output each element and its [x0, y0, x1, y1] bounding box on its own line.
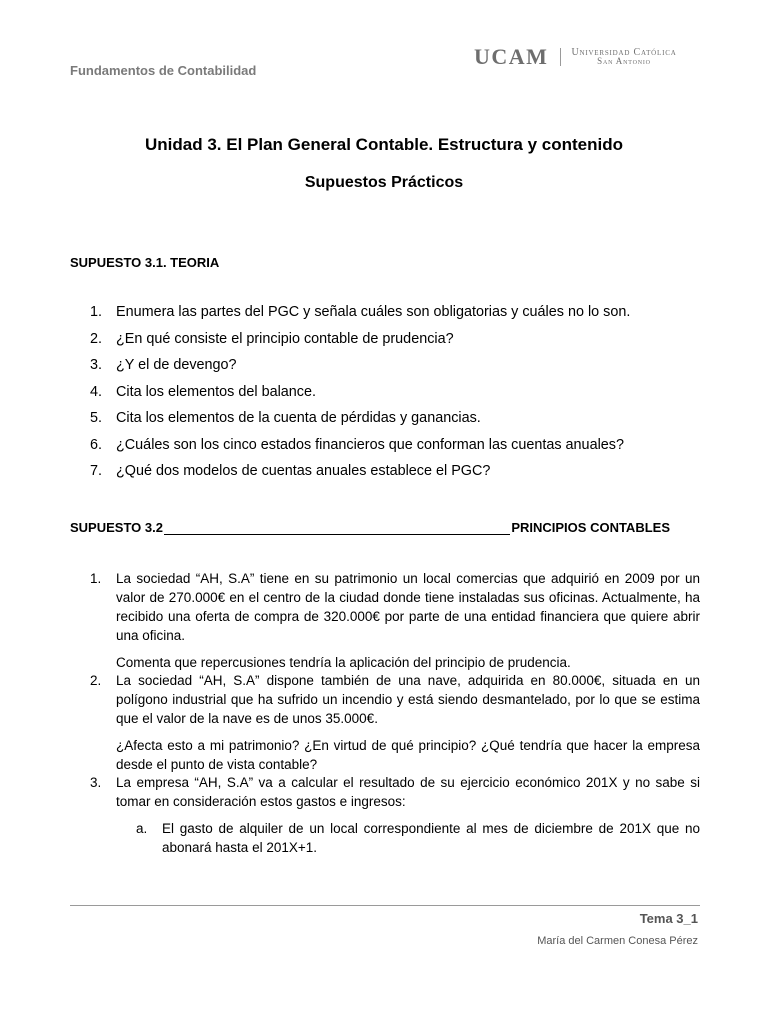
- item-number: 3.: [90, 775, 102, 790]
- item-number: 7.: [90, 463, 103, 479]
- case-statement: La sociedad “AH, S.A” dispone también de una nave, adquirida en 80.000€, situada en un polígono industrial que ha sufrido un incendio y está siendo desmantelado, por lo que se estima que el valor de la nave es de unos 35.000€.: [116, 673, 700, 726]
- section-heading-topic: PRINCIPIOS CONTABLES: [511, 520, 670, 535]
- item-text: Enumera las partes del PGC y señala cuáles son obligatorias y cuáles no lo son.: [116, 304, 631, 320]
- sub-item-text: El gasto de alquiler de un local correspondiente al mes de diciembre de 201X que no abonará hasta el 201X+1.: [162, 821, 700, 855]
- item-text: ¿Cuáles son los cinco estados financieros que conforman las cuentas anuales?: [116, 436, 624, 453]
- list-item: [90, 463, 700, 490]
- item-number: 5.: [90, 410, 103, 426]
- item-number: 3.: [90, 357, 103, 373]
- item-number: 1.: [90, 571, 102, 586]
- item-text: ¿Y el de devengo?: [116, 357, 237, 373]
- footer-tema: Tema 3_1: [639, 911, 698, 926]
- case-statement: La empresa “AH, S.A” va a calcular el resultado de su ejercicio económico 201X y no sabe si tomar en consideración estos gastos e ingresos:: [116, 775, 700, 809]
- list-item: [90, 437, 700, 464]
- item-text: ¿En qué consiste el principio contable de prudencia?: [116, 330, 454, 347]
- list-item: [90, 410, 700, 437]
- course-title: Fundamentos de Contabilidad: [70, 63, 257, 78]
- item-text: Cita los elementos del balance.: [116, 383, 316, 400]
- item-number: 1.: [90, 304, 103, 320]
- logo-separator: [560, 48, 561, 66]
- logo-university-name: [571, 48, 676, 66]
- case-question: ¿Afecta esto a mi patrimonio? ¿En virtud de qué principio? ¿Qué tendría que hacer la empresa desde el punto de vista contable?: [116, 738, 700, 772]
- section-heading-label: SUPUESTO 3.2: [70, 520, 163, 535]
- list-item: [90, 384, 700, 411]
- heading-underline-rule: [164, 522, 510, 535]
- item-text: ¿Qué dos modelos de cuentas anuales establece el PGC?: [116, 463, 491, 479]
- list-item: [90, 357, 700, 384]
- logo-line-2: San Antonio: [597, 56, 651, 66]
- sub-item-list: [116, 819, 700, 857]
- section-heading-3-1: SUPUESTO 3.1. TEORIA: [70, 255, 220, 270]
- document-subtitle: Supuestos Prácticos: [304, 174, 464, 191]
- item-text: Cita los elementos de la cuenta de pérdidas y ganancias.: [116, 410, 481, 426]
- theory-question-list: [90, 304, 700, 490]
- case-statement: La sociedad “AH, S.A” tiene en su patrimonio un local comercias que adquirió en 2009 por un valor de 270.000€ en el centro de la ciudad donde tiene instaladas sus oficinas. Actualmente, ha recibido una oferta de compra de 320.000€ por parte de una entidad financiera que quiere abrir una oficina.: [116, 571, 700, 643]
- case-item-1: [90, 569, 700, 672]
- case-item-3: [90, 773, 700, 857]
- case-item-2: [90, 671, 700, 774]
- item-number: 2.: [90, 330, 103, 347]
- list-item: [90, 304, 700, 331]
- sub-item: [136, 819, 700, 857]
- item-number: 2.: [90, 673, 102, 688]
- logo-wordmark: UCAM: [474, 44, 549, 69]
- ucam-logo: [474, 44, 677, 70]
- logo-line-1: Universidad Católica: [571, 47, 677, 58]
- item-number: 4.: [90, 383, 103, 400]
- footer-author: María del Carmen Conesa Pérez: [537, 935, 698, 947]
- item-number: 6.: [90, 436, 103, 453]
- list-item: [90, 331, 700, 358]
- footer-divider: [70, 905, 700, 906]
- case-question: Comenta que repercusiones tendría la aplicación del principio de prudencia.: [116, 655, 571, 670]
- section-heading-3-2: [70, 520, 670, 535]
- document-title: Unidad 3. El Plan General Contable. Estructura y contenido: [145, 135, 623, 154]
- sub-item-letter: a.: [136, 821, 148, 836]
